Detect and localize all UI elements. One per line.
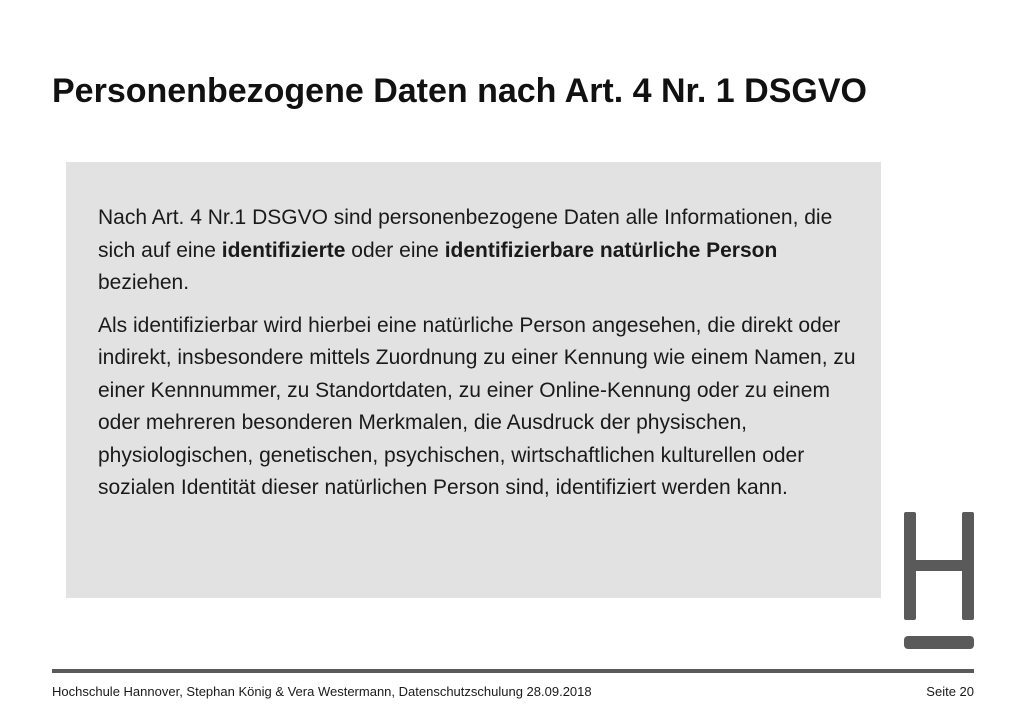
logo-underline [904,636,974,649]
definition-bold-identifiable-person: identifizierbare natürliche Person [444,238,778,262]
footer-divider [52,669,974,673]
logo-crossbar [904,560,974,571]
definition-text-part2: oder eine [345,238,445,262]
identifiability-paragraph: Als identifizierbar wird hierbei eine natürliche Person angesehen, die direkt oder indirekt, insbesondere mittels Zuordnung zu einer Kennung wie einem Namen, zu einer Kennnummer, zu Standortdaten, zu einer Online-Kennung oder zu einem oder mehreren besonderen Merkmalen, die Ausdruck der physischen, physiologischen, genetischen, psychischen, wirtschaftlichen kulturellen oder sozialen Identität dieser natürlichen Person sind, identifiziert werden kann. [98,313,856,499]
hochschule-hannover-logo-icon [904,512,976,652]
footer-credits: Hochschule Hannover, Stephan König & Vera Westermann, Datenschutzschulung 28.09.2018 [52,684,592,699]
definition-box [66,162,881,598]
definition-bold-identified: identifizierte [221,238,346,262]
definition-text-part3: beziehen. [98,271,190,294]
definition-text-part1: Nach Art. 4 Nr.1 DSGVO sind personenbezogene Daten alle Informationen, die sich auf eine [98,206,833,262]
definition-paragraph [98,202,861,300]
slide-title: Personenbezogene Daten nach Art. 4 Nr. 1 DSGVO [52,72,867,110]
page-number: Seite 20 [926,684,974,699]
